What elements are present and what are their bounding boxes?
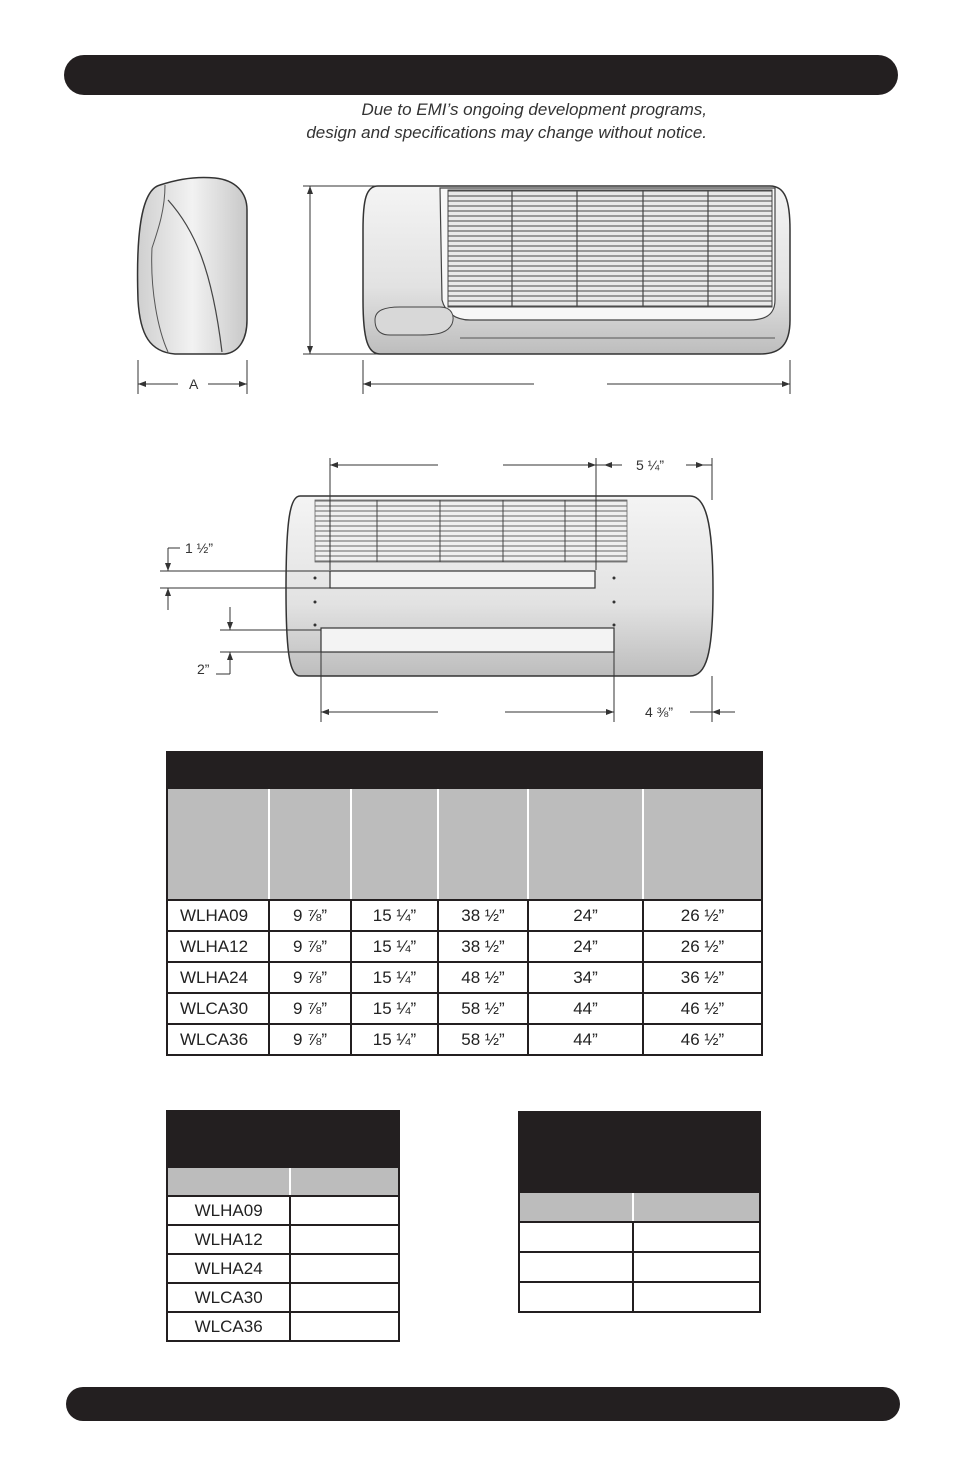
table-row: WLHA12 9 ⅞” 15 ¼” 38 ½” 24” 26 ½”: [167, 931, 762, 962]
model-list-table: [166, 1110, 400, 1342]
table-row: [519, 1252, 760, 1282]
table-row: WLCA30 9 ⅞” 15 ¼” 58 ½” 44” 46 ½”: [167, 993, 762, 1024]
table-row: [519, 1222, 760, 1252]
dimensions-table: [166, 751, 763, 1056]
secondary-table: [518, 1111, 761, 1313]
table-row: WLHA24 9 ⅞” 15 ¼” 48 ½” 34” 36 ½”: [167, 962, 762, 993]
table-row: WLHA12: [167, 1225, 399, 1254]
table-row: WLHA09 9 ⅞” 15 ¼” 38 ½” 24” 26 ½”: [167, 900, 762, 931]
notice-line-1: Due to EMI’s ongoing development programs,: [361, 100, 707, 119]
table-row: WLCA36: [167, 1312, 399, 1341]
model-list-table-title-row: [167, 1111, 399, 1167]
secondary-table-header-row: [519, 1192, 760, 1222]
offset-1-1-2-label: 1 ½”: [185, 540, 214, 556]
notice-line-2: design and specifications may change without notice.: [306, 123, 707, 142]
table-row: WLCA36 9 ⅞” 15 ¼” 58 ½” 44” 46 ½”: [167, 1024, 762, 1055]
table-row: WLCA30: [167, 1283, 399, 1312]
side-view: [138, 177, 247, 394]
offset-5-1-4-label: 5 ¼”: [636, 457, 665, 473]
offset-2-label: 2”: [197, 661, 210, 677]
dimensions-table-header-row: [167, 788, 762, 900]
front-view: [303, 186, 790, 394]
table-row: WLHA09: [167, 1196, 399, 1225]
back-view: [160, 458, 735, 722]
width-a-label: A: [189, 376, 199, 392]
dimensions-table-title-row: [167, 752, 762, 788]
footer-bar: [66, 1387, 900, 1421]
offset-4-3-8-label: 4 ⅜”: [645, 704, 674, 720]
table-row: [519, 1282, 760, 1312]
secondary-table-title-row: [519, 1112, 760, 1192]
table-row: WLHA24: [167, 1254, 399, 1283]
model-list-table-header-row: [167, 1167, 399, 1196]
